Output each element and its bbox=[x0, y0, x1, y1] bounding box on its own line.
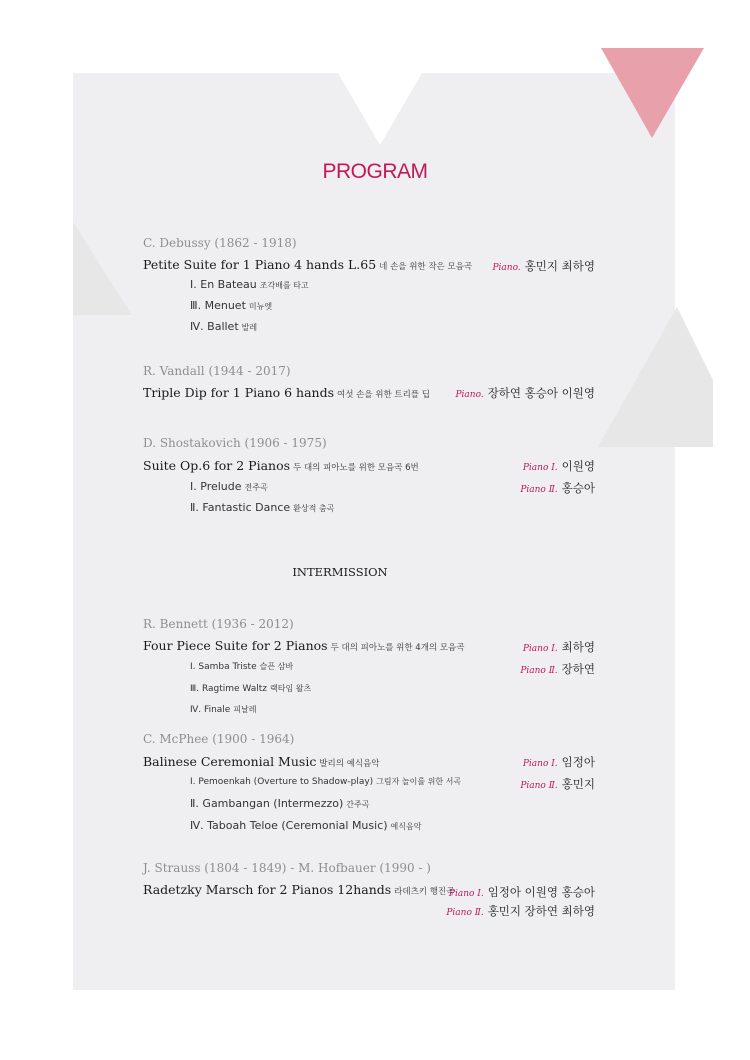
composer-shostakovich: D. Shostakovich (1906 - 1975) bbox=[143, 436, 327, 450]
movement bbox=[190, 776, 461, 787]
movement-korean: 슬픈 삼바 bbox=[259, 662, 294, 671]
program-panel bbox=[73, 73, 675, 990]
movement-korean: 피날레 bbox=[233, 705, 257, 714]
work-korean: 두 대의 피아노를 위한 모음곡 6번 bbox=[293, 463, 419, 473]
performer-names: 임정아 이원영 홍승아 bbox=[487, 885, 595, 899]
movement-korean: 발레 bbox=[241, 323, 258, 332]
performers-vandall bbox=[455, 385, 595, 401]
work-radetzky bbox=[143, 882, 454, 897]
movement-korean: 미뉴엣 bbox=[248, 302, 273, 311]
movement-korean: 그림자 놀이를 위한 서곡 bbox=[376, 777, 462, 786]
performer-names: 최하영 bbox=[561, 640, 595, 654]
performer-names: 홍승아 bbox=[561, 481, 595, 495]
movement bbox=[190, 661, 293, 672]
movement-num: Ⅱ. bbox=[190, 501, 199, 514]
work-title: Four Piece Suite for 2 Pianos bbox=[143, 638, 328, 653]
performer-names: 임정아 bbox=[561, 755, 595, 769]
page-title: PROGRAM bbox=[322, 160, 428, 183]
performer-names: 이원영 bbox=[561, 459, 595, 473]
role-piano1: Piano Ⅰ. bbox=[448, 889, 484, 899]
composer-vandall: R. Vandall (1944 - 2017) bbox=[143, 364, 291, 378]
intermission-label: INTERMISSION bbox=[292, 565, 388, 579]
composer-debussy: C. Debussy (1862 - 1918) bbox=[143, 236, 297, 250]
work-balinese bbox=[143, 754, 380, 769]
work-triple-dip bbox=[143, 385, 430, 400]
role-piano2: Piano Ⅱ. bbox=[446, 908, 484, 918]
work-title: Petite Suite for 1 Piano 4 hands L.65 bbox=[143, 257, 377, 272]
movement bbox=[190, 501, 334, 514]
movement-num: Ⅳ. bbox=[190, 320, 204, 333]
movement bbox=[190, 819, 421, 832]
role-piano1: Piano Ⅰ. bbox=[522, 644, 558, 654]
performer-names: 홍민지 bbox=[561, 777, 595, 791]
movement-korean: 예식음악 bbox=[390, 822, 422, 831]
movement-name: Finale bbox=[204, 705, 231, 715]
movement bbox=[190, 704, 257, 715]
movement-korean: 전주곡 bbox=[244, 483, 268, 492]
work-korean: 발리의 예식음악 bbox=[319, 759, 380, 769]
movement bbox=[190, 797, 369, 810]
piano2-bennett bbox=[520, 661, 595, 677]
movement-num: Ⅱ. bbox=[190, 797, 199, 810]
piano1-strauss bbox=[449, 884, 595, 900]
role-piano2: Piano Ⅱ. bbox=[520, 666, 558, 676]
movement-name: Taboah Teloe (Ceremonial Music) bbox=[207, 819, 388, 832]
movement-korean: 랙타임 왈츠 bbox=[270, 684, 312, 693]
work-korean: 여섯 손을 위한 트리플 딥 bbox=[337, 390, 430, 400]
performer-names: 홍민지 최하영 bbox=[524, 259, 595, 273]
work-four-piece-suite bbox=[143, 638, 464, 653]
performers-debussy bbox=[492, 258, 595, 274]
role-piano2: Piano Ⅱ. bbox=[520, 485, 558, 495]
movement-name: Menuet bbox=[204, 299, 246, 312]
movement-num: Ⅰ. bbox=[190, 662, 196, 672]
movement-num: Ⅲ. bbox=[190, 684, 200, 694]
movement-name: Fantastic Dance bbox=[202, 501, 291, 514]
movement-name: Ballet bbox=[207, 320, 239, 333]
work-title: Balinese Ceremonial Music bbox=[143, 754, 317, 769]
piano1-bennett bbox=[523, 639, 595, 655]
work-title: Triple Dip for 1 Piano 6 hands bbox=[143, 385, 335, 400]
composer-mcphee: C. McPhee (1900 - 1964) bbox=[143, 732, 295, 746]
work-korean: 네 손을 위한 작은 모음곡 bbox=[379, 262, 473, 272]
movement-name: Pemoenkah (Overture to Shadow-play) bbox=[198, 777, 374, 787]
piano2-shostakovich bbox=[520, 480, 595, 496]
movement-name: Samba Triste bbox=[198, 662, 257, 672]
movement bbox=[190, 480, 268, 493]
movement bbox=[190, 320, 257, 333]
work-title: Radetzky Marsch for 2 Pianos 12hands bbox=[143, 882, 392, 897]
movement-name: Gambangan (Intermezzo) bbox=[202, 797, 344, 810]
movement bbox=[190, 278, 309, 291]
piano1-mcphee bbox=[523, 754, 595, 770]
work-korean: 두 대의 피아노를 위한 4개의 모음곡 bbox=[330, 643, 465, 653]
role-piano: Piano. bbox=[455, 390, 484, 400]
movement-name: Ragtime Waltz bbox=[201, 684, 268, 694]
piano2-mcphee bbox=[520, 776, 595, 792]
work-petite-suite bbox=[143, 257, 472, 272]
movement-korean: 조각배를 타고 bbox=[259, 281, 309, 290]
role-piano: Piano. bbox=[492, 263, 521, 273]
work-suite-op6 bbox=[143, 458, 419, 473]
movement-korean: 간주곡 bbox=[346, 800, 370, 809]
composer-strauss: J. Strauss (1804 - 1849) - M. Hofbauer (1990 - ) bbox=[143, 861, 431, 875]
movement-num: Ⅰ. bbox=[190, 278, 197, 291]
composer-bennett: R. Bennett (1936 - 2012) bbox=[143, 617, 294, 631]
work-korean: 라데츠키 행진곡 bbox=[394, 887, 455, 897]
role-piano1: Piano Ⅰ. bbox=[522, 463, 558, 473]
role-piano1: Piano Ⅰ. bbox=[522, 759, 558, 769]
movement bbox=[190, 683, 311, 694]
movement-num: Ⅲ. bbox=[190, 299, 202, 312]
movement bbox=[190, 299, 272, 312]
movement-korean: 환상적 춤곡 bbox=[293, 504, 335, 513]
movement-num: Ⅰ. bbox=[190, 777, 196, 787]
work-title: Suite Op.6 for 2 Pianos bbox=[143, 458, 291, 473]
movement-num: Ⅳ. bbox=[190, 819, 204, 832]
role-piano2: Piano Ⅱ. bbox=[520, 781, 558, 791]
performer-names: 장하연 홍승아 이원영 bbox=[487, 386, 595, 400]
performer-names: 홍민지 장하연 최하영 bbox=[487, 904, 595, 918]
piano2-strauss bbox=[446, 903, 595, 919]
piano1-shostakovich bbox=[523, 458, 595, 474]
movement-num: Ⅰ. bbox=[190, 480, 197, 493]
movement-num: Ⅳ. bbox=[190, 705, 202, 715]
performer-names: 장하연 bbox=[561, 662, 595, 676]
movement-name: Prelude bbox=[200, 480, 242, 493]
movement-name: En Bateau bbox=[200, 278, 257, 291]
